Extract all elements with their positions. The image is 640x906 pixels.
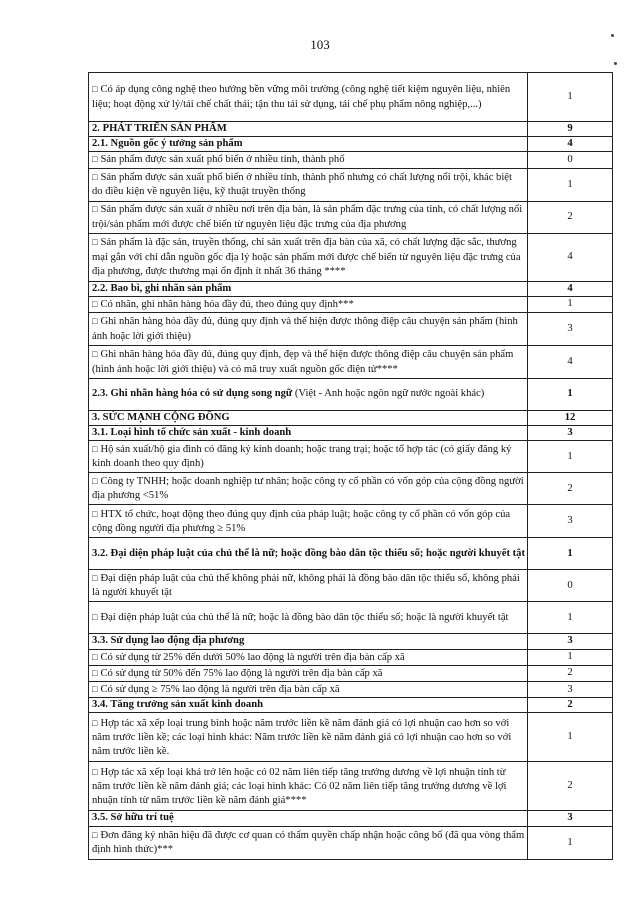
criterion-cell [89,634,528,649]
criterion-row [89,762,613,811]
criterion-cell [89,441,528,473]
score-cell: 2 [528,762,613,811]
section-row [89,698,613,713]
criterion-row [89,346,613,379]
criterion-text: Hộ sản xuất/hộ gia đình có đăng ký kinh doanh; hoặc trang trại; hoặc tổ hợp tác (có giấy đăng ký kinh doanh theo quy định) [92,444,512,470]
score-cell: 2 [528,473,613,505]
criterion-row [89,152,613,168]
criterion-text: Ghi nhãn hàng hóa đầy đủ, đúng quy định và thể hiện được thông điệp câu chuyện sản phẩm (hình ảnh hoặc lời giới thiệu) [92,316,518,342]
criterion-cell [89,682,528,698]
score-cell: 0 [528,152,613,168]
criterion-text: Hợp tác xã xếp loại trung bình hoặc năm trước liền kề năm đánh giá có lợi nhuận cao hơn so với năm trước liền kề; các loại hình khác: Năm trước liền kề năm đánh giá có lợi nhuận cao hơn so với năm trước liền kề. [92,717,512,758]
criterion-text: Đơn đăng ký nhãn hiệu đã được cơ quan có thẩm quyền chấp nhận hoặc công bố (đã qua vòng thẩm định hình thức)*** [92,829,525,856]
criterion-row [89,649,613,665]
score-cell: 4 [528,137,613,152]
checkbox-icon: □ [92,298,98,309]
score-cell: 1 [528,713,613,762]
checkbox-icon: □ [92,612,98,623]
criterion-text: Công ty TNHH; hoặc doanh nghiệp tư nhân; hoặc công ty cổ phần có vốn góp của cộng đồng người địa phương <51% [92,476,524,502]
criterion-cell [89,713,528,762]
checkbox-icon: □ [92,237,98,248]
score-cell: 4 [528,346,613,379]
criterion-text: Có sử dụng từ 50% đến 75% lao động là người trên địa bàn cấp xã [100,667,383,679]
section-title: 3. SỨC MẠNH CỘNG ĐỒNG [92,412,230,424]
criterion-text: Đại diện pháp luật của chủ thể không phải nữ, không phải là đồng bào dân tộc thiểu số, không phải là người khuyết tật [92,573,520,599]
section-title: 3.5. Sở hữu trí tuệ [92,812,174,824]
score-cell: 1 [528,649,613,665]
criterion-cell [89,762,528,811]
criterion-text: Sản phẩm là đặc sản, truyền thống, chỉ sản xuất trên địa bàn của xã, có chất lượng đặc sắc, thương mại gắn với chỉ dẫn nguồn gốc địa lý hoặc sản phẩm mới được chế biến từ nguyên liệu đặc trưng của địa phương, được thương mại ổn định ít nhất 36 tháng **** [92,237,521,277]
checkbox-icon: □ [92,171,98,182]
score-cell: 1 [528,168,613,201]
score-cell: 4 [528,233,613,281]
score-cell: 1 [528,379,613,411]
score-cell: 2 [528,201,613,233]
score-cell: 1 [528,538,613,570]
score-cell: 1 [528,826,613,859]
section-title: 3.3. Sử dụng lao động địa phương [92,635,245,647]
criterion-cell [89,152,528,168]
score-cell: 1 [528,296,613,312]
scoring-criteria-table [88,72,613,860]
section-title: 3.2. Đại diện pháp luật của chủ thể là nữ; hoặc đồng bào dân tộc thiểu số; hoặc người khuyết tật [92,547,525,559]
score-cell: 3 [528,811,613,826]
score-cell: 9 [528,122,613,137]
criterion-cell [89,122,528,137]
criterion-cell [89,201,528,233]
scan-mark [611,34,614,37]
criterion-text: Có sử dụng ≥ 75% lao động là người trên địa bàn cấp xã [100,684,340,696]
section-row [89,538,613,570]
section-title: 2. PHÁT TRIỂN SẢN PHẨM [92,123,227,134]
criterion-text: Có nhãn, ghi nhãn hàng hóa đầy đủ, theo đúng quy định*** [100,298,354,310]
checkbox-icon: □ [92,204,98,215]
checkbox-icon: □ [92,444,98,455]
checkbox-icon: □ [92,651,98,662]
score-cell: 1 [528,73,613,122]
checkbox-icon: □ [92,717,98,728]
section-row [89,281,613,296]
criterion-text: Đại diện pháp luật của chủ thể là nữ; hoặc là đồng bào dân tộc thiểu số; hoặc là người khuyết tật [100,612,509,624]
score-cell: 0 [528,570,613,602]
checkbox-icon: □ [92,476,98,487]
criterion-cell [89,649,528,665]
criterion-cell [89,137,528,152]
criterion-cell [89,826,528,859]
criterion-cell [89,73,528,122]
section-row [89,411,613,426]
criterion-row [89,313,613,346]
criterion-row [89,473,613,505]
criterion-text: Sản phẩm được sản xuất ở nhiều nơi trên địa bàn, là sản phẩm đặc trưng của tỉnh, có chất lượng nổi trội/sản phẩm mới được chế biến từ nguyên liệu đặc trưng của địa phương [92,204,523,230]
section-title: 2.3. Ghi nhãn hàng hóa có sử dụng song ngữ [92,388,293,400]
checkbox-icon: □ [92,508,98,519]
score-cell: 2 [528,665,613,681]
section-row [89,634,613,649]
criterion-row [89,570,613,602]
criterion-row [89,233,613,281]
criterion-cell [89,233,528,281]
section-title: 2.1. Nguồn gốc ý tưởng sản phẩm [92,138,243,150]
score-cell: 3 [528,682,613,698]
criterion-row [89,602,613,634]
section-row [89,426,613,441]
criterion-cell [89,505,528,538]
criterion-cell [89,698,528,713]
criterion-text: Sản phẩm được sản xuất phổ biến ở nhiều tỉnh, thành phố [100,154,345,166]
section-title: 2.2. Bao bì, ghi nhãn sản phẩm [92,282,232,294]
checkbox-icon: □ [92,316,98,327]
criterion-cell [89,346,528,379]
criterion-row [89,441,613,473]
criterion-row [89,682,613,698]
scan-mark [614,62,617,65]
section-title: 3.4. Tăng trưởng sản xuất kinh doanh [92,699,263,711]
criterion-cell [89,570,528,602]
criterion-cell [89,473,528,505]
criterion-text: HTX tổ chức, hoạt động theo đúng quy định của pháp luật; hoặc công ty cổ phần có vốn góp của cộng đồng người địa phương ≥ 51% [92,508,511,534]
criterion-row [89,826,613,859]
checkbox-icon: □ [92,684,98,695]
score-cell: 3 [528,634,613,649]
criterion-cell [89,811,528,826]
criterion-text: Hợp tác xã xếp loại khá trở lên hoặc có 02 năm liên tiếp tăng trưởng dương về lợi nhuận tính từ năm trước liền kề năm đánh giá; các loại hình khác: Có 02 năm liên tiếp tăng trưởng dương về lợi nhuận tính từ năm trước liền kề năm đánh giá**** [92,766,507,807]
criterion-row [89,201,613,233]
score-cell: 3 [528,426,613,441]
score-cell: 4 [528,281,613,296]
score-cell: 3 [528,313,613,346]
score-cell: 2 [528,698,613,713]
criterion-cell [89,379,528,411]
criterion-row [89,665,613,681]
checkbox-icon: □ [92,154,98,165]
criterion-cell [89,168,528,201]
criterion-row [89,296,613,312]
score-cell: 1 [528,602,613,634]
score-cell: 1 [528,441,613,473]
criterion-cell [89,313,528,346]
checkbox-icon: □ [92,667,98,678]
checkbox-icon: □ [92,766,98,777]
criterion-text: Ghi nhãn hàng hóa đầy đủ, đúng quy định, đẹp và thể hiện được thông điệp câu chuyện sản phẩm (hình ảnh hoặc lời giới thiệu) và có mã truy xuất nguồn gốc điện tử**** [92,349,514,375]
criterion-text: Có áp dụng công nghệ theo hướng bền vững môi trường (công nghệ tiết kiệm nguyên liệu, nhiên liệu; hoạt động xử lý/tái chế chất thải; tận thu tái sử dụng, tái chế phụ phẩm nông nghiệp,...) [92,84,511,110]
criterion-cell [89,426,528,441]
criterion-row [89,73,613,122]
section-row [89,137,613,152]
section-row [89,811,613,826]
criterion-row [89,168,613,201]
section-note: (Việt - Anh hoặc ngôn ngữ nước ngoài khác) [292,388,485,400]
section-row [89,122,613,137]
checkbox-icon: □ [92,84,98,95]
criterion-row [89,713,613,762]
checkbox-icon: □ [92,349,98,360]
criterion-cell [89,411,528,426]
score-cell: 3 [528,505,613,538]
criterion-cell [89,281,528,296]
page-number: 103 [310,37,330,52]
criterion-cell [89,538,528,570]
checkbox-icon: □ [92,829,98,840]
criterion-text: Có sử dụng từ 25% đến dưới 50% lao động là người trên địa bàn cấp xã [100,651,405,663]
criterion-cell [89,602,528,634]
score-cell: 12 [528,411,613,426]
section-title: 3.1. Loại hình tổ chức sản xuất - kinh doanh [92,427,292,439]
criterion-cell [89,665,528,681]
criterion-text: Sản phẩm được sản xuất phổ biến ở nhiều tỉnh, thành phố nhưng có chất lượng nổi trội, khác biệt do điều kiện về nguyên liệu, kỹ thuật truyền thống [92,171,512,198]
criterion-cell [89,296,528,312]
checkbox-icon: □ [92,573,98,584]
criterion-row [89,505,613,538]
section-row [89,379,613,411]
